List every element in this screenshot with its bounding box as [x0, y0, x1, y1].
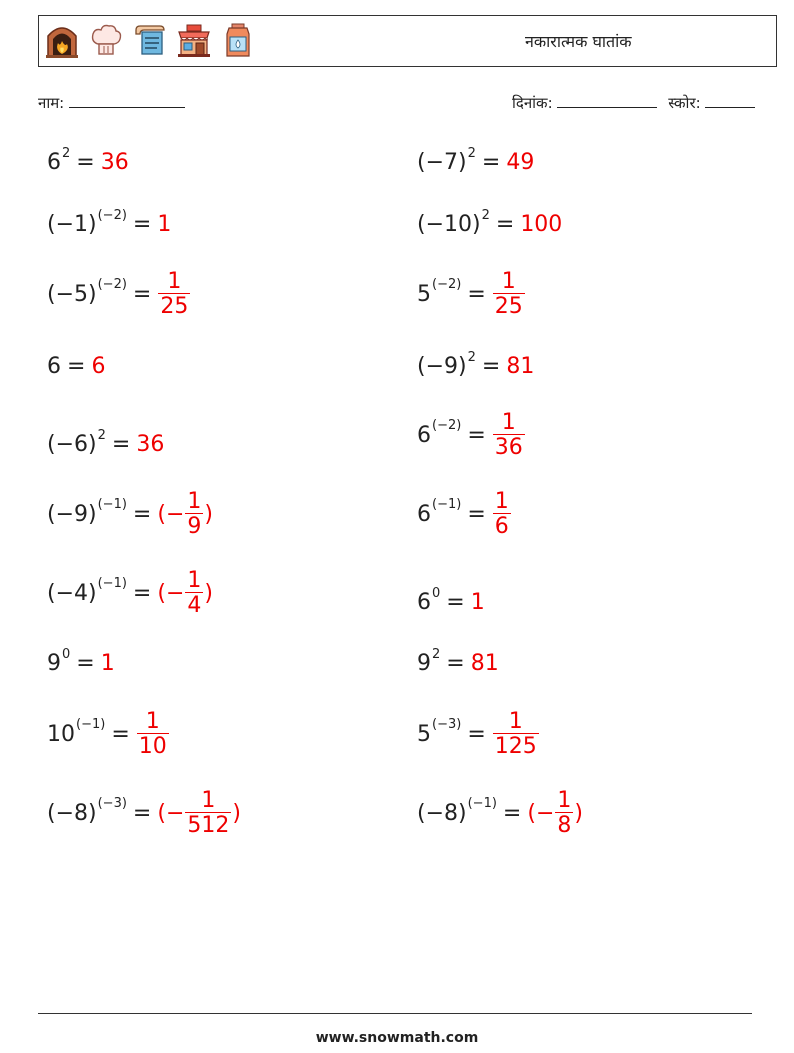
- equals-sign: =: [76, 651, 95, 676]
- answer: 1: [157, 212, 172, 237]
- problem-14: [417, 585, 485, 615]
- open-paren: (−: [157, 800, 185, 826]
- exponent: (−2): [432, 418, 462, 433]
- fireplace-icon: [45, 22, 79, 58]
- base: 5: [417, 281, 431, 307]
- base: 6: [417, 590, 431, 615]
- answer: 1: [100, 651, 115, 676]
- fraction: [185, 570, 203, 617]
- numerator: 1: [145, 709, 160, 734]
- exponent: (−2): [97, 207, 127, 223]
- base: (−10): [417, 212, 481, 237]
- open-paren: (−: [157, 580, 185, 606]
- base: 6: [47, 150, 61, 175]
- base: (−4): [47, 580, 97, 606]
- open-paren: (−: [527, 800, 555, 826]
- exponent: (−1): [97, 497, 127, 512]
- base: 6: [417, 422, 431, 448]
- equals-sign: =: [467, 281, 486, 307]
- equals-sign: =: [111, 721, 130, 747]
- worksheet-header: [38, 15, 777, 67]
- exponent: 2: [62, 145, 71, 161]
- equals-sign: =: [467, 721, 486, 747]
- fraction: [137, 711, 169, 758]
- answer: 81: [506, 354, 535, 379]
- problem-13: [47, 570, 213, 617]
- base: 5: [417, 721, 431, 747]
- problem-2: [417, 145, 535, 175]
- exponent: 2: [467, 145, 476, 161]
- date-blank[interactable]: [557, 93, 657, 108]
- answer: 6: [91, 354, 106, 379]
- scroll-icon: [133, 22, 167, 58]
- problem-5: [47, 271, 191, 318]
- numerator: 1: [187, 568, 202, 593]
- denominator: 10: [138, 734, 167, 759]
- fraction: [555, 790, 573, 837]
- problem-20: [417, 790, 583, 837]
- answer: [492, 711, 540, 758]
- answer: 81: [470, 651, 499, 676]
- answer: [527, 790, 583, 837]
- answer: [157, 491, 213, 538]
- base: (−5): [47, 281, 97, 307]
- score-label: स्कोर:: [668, 94, 701, 112]
- denominator: 125: [494, 734, 537, 759]
- base: 9: [47, 651, 61, 676]
- equals-sign: =: [467, 422, 486, 448]
- numerator: 1: [167, 269, 182, 294]
- date-label: दिनांक:: [512, 94, 553, 112]
- problem-10: [417, 412, 526, 459]
- base: 9: [417, 651, 431, 676]
- problem-19: [47, 790, 241, 837]
- problem-11: [47, 491, 213, 538]
- problem-3: [47, 207, 172, 237]
- answer: 1: [470, 590, 485, 615]
- problem-12: [417, 491, 512, 538]
- answer: 100: [520, 212, 563, 237]
- numerator: 1: [501, 410, 516, 435]
- exponent: (−1): [76, 717, 106, 732]
- problem-17: [47, 711, 170, 758]
- numerator: 1: [508, 709, 523, 734]
- milk-carton-icon: [221, 22, 255, 58]
- exponent: 2: [432, 646, 441, 662]
- fraction: [185, 491, 203, 538]
- numerator: 1: [187, 489, 202, 514]
- equals-sign: =: [467, 501, 486, 527]
- problem-4: [417, 207, 563, 237]
- fraction: [493, 711, 539, 758]
- fraction: [493, 491, 511, 538]
- answer: [492, 271, 526, 318]
- footer-divider: [38, 1013, 752, 1014]
- exponent: 0: [432, 585, 441, 601]
- name-blank[interactable]: [69, 93, 185, 108]
- numerator: 1: [494, 489, 509, 514]
- exponent: (−1): [467, 796, 497, 811]
- problem-16: [417, 646, 499, 676]
- base: (−6): [47, 432, 97, 457]
- denominator: 25: [494, 294, 523, 319]
- name-field: [38, 93, 185, 113]
- exponent: (−2): [97, 277, 127, 292]
- problem-7: [47, 356, 105, 378]
- score-blank[interactable]: [705, 93, 755, 108]
- footer-url[interactable]: www.snowmath.com: [315, 1030, 479, 1046]
- problem-8: [417, 349, 535, 379]
- denominator: 6: [494, 514, 509, 539]
- equals-sign: =: [446, 651, 465, 676]
- exponent: 0: [62, 646, 71, 662]
- answer: [157, 570, 213, 617]
- answer: [157, 790, 241, 837]
- exponent: (−3): [432, 717, 462, 732]
- base: (−9): [417, 354, 467, 379]
- fraction: [185, 790, 231, 837]
- base: 10: [47, 721, 75, 747]
- date-score-field: [512, 93, 755, 113]
- fraction: [493, 412, 525, 459]
- exponent: 2: [97, 427, 106, 443]
- close-paren: ): [204, 580, 213, 606]
- denominator: 512: [187, 813, 230, 838]
- equals-sign: =: [132, 212, 152, 237]
- denominator: 36: [494, 435, 523, 460]
- problem-15: [47, 646, 115, 676]
- equals-sign: =: [132, 800, 152, 826]
- close-paren: ): [204, 501, 213, 527]
- equals-sign: =: [495, 212, 515, 237]
- equals-sign: =: [76, 150, 95, 175]
- exponent: (−1): [97, 576, 127, 591]
- shop-icon: [177, 22, 211, 58]
- problem-1: [47, 145, 129, 175]
- open-paren: (−: [157, 501, 185, 527]
- equals-sign: =: [481, 150, 501, 175]
- denominator: 4: [187, 593, 202, 618]
- exponent: 2: [467, 349, 476, 365]
- equals-sign: =: [67, 354, 86, 379]
- answer: [492, 412, 526, 459]
- fraction: [158, 271, 190, 318]
- exponent: (−1): [432, 497, 462, 512]
- answer: [492, 491, 512, 538]
- base: (−9): [47, 501, 97, 527]
- numerator: 1: [557, 788, 572, 813]
- exponent: (−2): [432, 277, 462, 292]
- problem-6: [417, 271, 526, 318]
- denominator: 25: [160, 294, 189, 319]
- denominator: 9: [187, 514, 202, 539]
- equals-sign: =: [481, 354, 501, 379]
- answer: 36: [136, 432, 165, 457]
- equals-sign: =: [132, 501, 152, 527]
- equals-sign: =: [111, 432, 131, 457]
- equals-sign: =: [502, 800, 522, 826]
- equals-sign: =: [132, 281, 152, 307]
- name-label: नाम:: [38, 94, 65, 112]
- answer: 36: [100, 150, 129, 175]
- base: 6: [47, 354, 61, 379]
- exponent: (−3): [97, 796, 127, 811]
- denominator: 8: [557, 813, 572, 838]
- base: (−1): [47, 212, 97, 237]
- base: (−8): [47, 800, 97, 826]
- exponent: 2: [481, 207, 490, 223]
- worksheet-title: नकारात्मक घातांक: [525, 32, 632, 51]
- fraction: [493, 271, 525, 318]
- answer: [136, 711, 170, 758]
- equals-sign: =: [132, 580, 152, 606]
- equals-sign: =: [446, 590, 465, 615]
- chef-hat-icon: [89, 22, 123, 58]
- close-paren: ): [574, 800, 583, 826]
- close-paren: ): [232, 800, 241, 826]
- answer: [157, 271, 191, 318]
- answer: 49: [506, 150, 535, 175]
- base: (−7): [417, 150, 467, 175]
- problem-9: [47, 427, 165, 457]
- header-icons: [45, 22, 255, 58]
- numerator: 1: [201, 788, 216, 813]
- problem-18: [417, 711, 540, 758]
- numerator: 1: [501, 269, 516, 294]
- base: 6: [417, 501, 431, 527]
- base: (−8): [417, 800, 467, 826]
